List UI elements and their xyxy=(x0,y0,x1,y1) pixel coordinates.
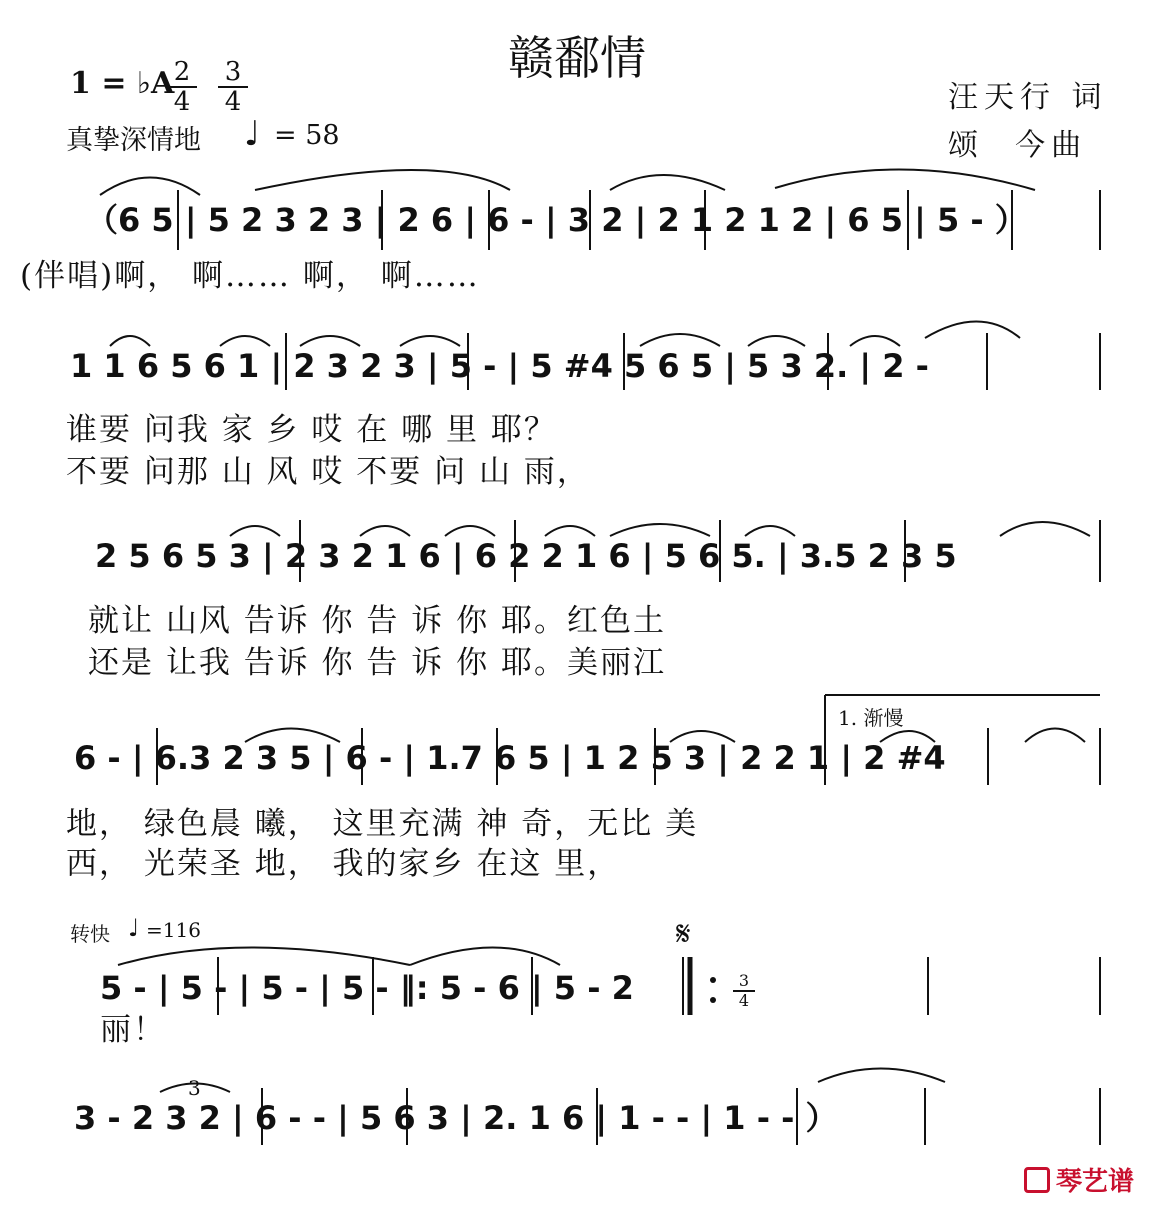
time-signature-3-4: $\frac{3}{4}$ xyxy=(218,58,248,116)
logo-mark-icon xyxy=(1024,1167,1050,1193)
lyric-row-3-verse-1: 就让 山风 告诉 你 告 诉 你 耶。红色土 xyxy=(88,603,666,639)
time-signature-2-4: $\frac{2}{4}$ xyxy=(167,58,197,116)
notation-row-1: （6 5 | 5 2 3 2 3 | 2 6 | 6 - | 3 2 | 2 1 2 1 2 | 6 5 | 5 - ） xyxy=(86,201,1027,239)
segno-icon: 𝄋 xyxy=(676,914,691,954)
time-signature-change: $\frac{3}{4}$ xyxy=(733,972,755,1010)
notation-row-2: 1 1 6 5 6 1 | 2 3 2 3 | 5 - | 5 #4 5 6 5 | 5 3 2. | 2 - xyxy=(70,347,929,385)
composer-credit: 颂 今曲 xyxy=(948,128,1088,163)
lyric-row-2-verse-1: 谁要 问我 家 乡 哎 在 哪 里 耶？ xyxy=(66,412,557,448)
volta-marking: 1. 渐慢 xyxy=(838,706,904,730)
lyric-row-3-verse-2: 还是 让我 告诉 你 告 诉 你 耶。美丽江 xyxy=(88,645,666,681)
lyric-row-1: (伴唱)啊， 啊…… 啊， 啊…… xyxy=(20,258,480,294)
lyric-row-5: 丽！ xyxy=(100,1012,166,1048)
tempo-change-value: =116 xyxy=(146,918,201,942)
key-signature: 1 = ♭A xyxy=(70,66,175,101)
logo-text: 琴艺谱 xyxy=(1055,1167,1134,1197)
lyric-row-2-verse-2: 不要 问那 山 风 哎 不要 问 山 雨， xyxy=(66,454,590,490)
notation-row-4: 6 - | 6.3 2 3 5 | 6 - | 1.7 6 5 | 1 2 5 3 | 2 2 1 | 2 #4 xyxy=(74,739,946,777)
lyric-row-4-verse-2: 西， 光荣圣 地， 我的家乡 在这 里， xyxy=(66,846,621,882)
expression-marking: 真挚深情地 xyxy=(66,125,201,156)
tempo-marking: = 58 xyxy=(274,120,340,151)
lyric-row-4-verse-1: 地， 绿色晨 曦， 这里充满 神 奇，无比 美 xyxy=(66,806,699,842)
quarter-note-icon: ♩ xyxy=(244,114,261,154)
notation-row-6: 3 - 2 3 2 | 6 - - | 5 6 3 | 2. 1 6 | 1 - - | 1 - - ） xyxy=(74,1099,838,1137)
lyricist-credit: 汪天行 词 xyxy=(948,80,1108,115)
tempo-change-marking: 转快 xyxy=(70,922,110,946)
notation-row-3: 2 5 6 5 3 | 2 3 2 1 6 | 6 2 2 1 6 | 5 6 5. | 3.5 2 3 5 xyxy=(95,537,957,575)
song-title: 赣鄱情 xyxy=(508,31,646,85)
qinyipu-logo xyxy=(1024,1161,1134,1198)
notation-row-5: 5 - | 5 - | 5 - | 5 - ‖: 5 - 6 | 5 - 2 xyxy=(100,969,634,1007)
triplet-marking: 3 xyxy=(188,1076,201,1100)
quarter-note-icon-2: ♩ xyxy=(128,914,140,942)
